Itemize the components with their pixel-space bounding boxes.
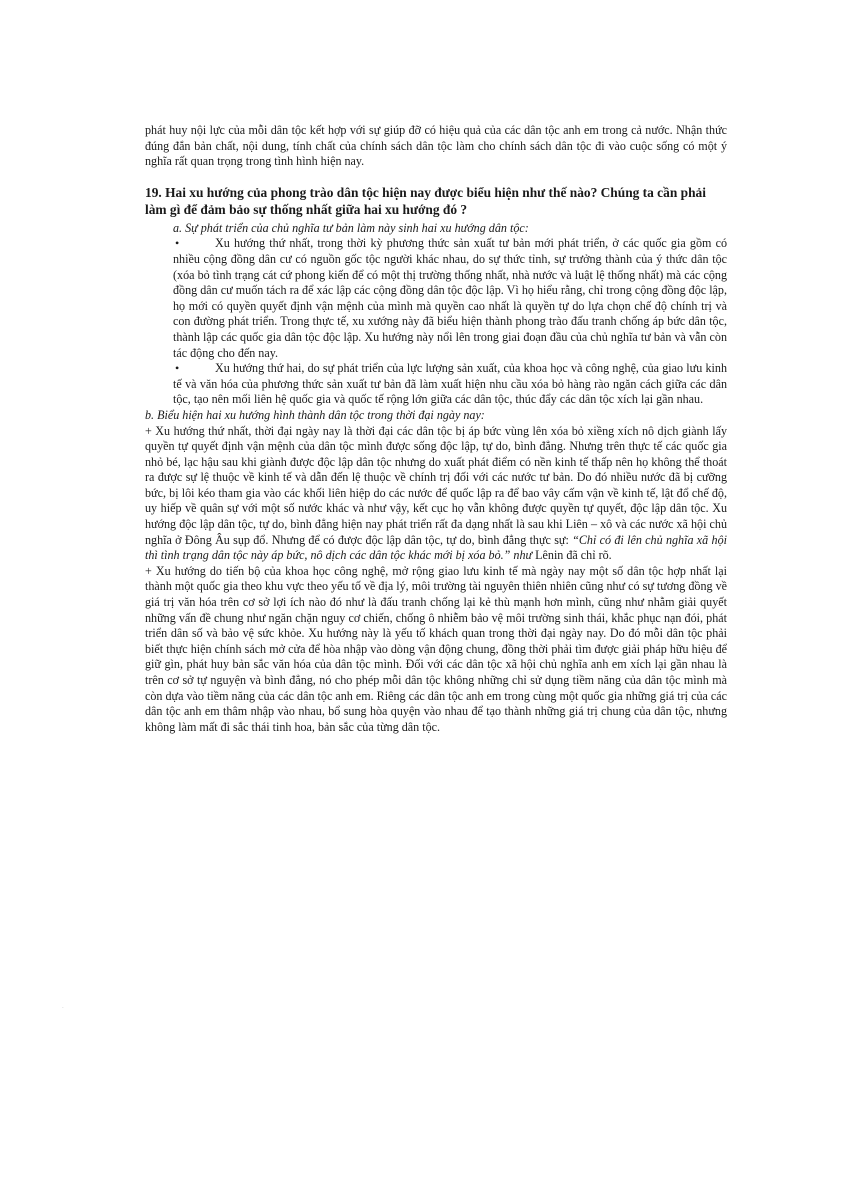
bullet-1-text: Xu hướng thứ nhất, trong thời kỳ phương thức sản xuất tư bản mới phát triển, ở các quốc gia gồm có nhiều cộng đồng dân cư có nguồn gốc tộc người khác nhau, do sự thức tỉnh, sự trưởng thành của ý thức dân tộc (xóa bỏ tình trạng cát cứ phong kiến để có một thị trường thống nhất, nhà nước và luật lệ thống nhất) mà các cộng đồng dân cư muốn tách ra để xác lập các cộng đồng dân tộc độc lập. Vì họ hiểu rằng, chỉ trong cộng đồng độc lập, họ mới có quyền quyết định vận mệnh của mình mà quyền cao nhất là quyền tự do lựa chọn chế độ chính trị và con đường phát triển. Trong thực tế, xu xướng này đã biểu hiện thành phong trào đấu tranh chống áp bức dân tộc, thành lập các quốc gia dân tộc độc lập. Xu hướng này nổi lên trong giai đoạn đầu của chủ nghĩa tư bản và vẫn còn tác động cho đến nay. (173, 236, 727, 360)
bullet-2-text: Xu hướng thứ hai, do sự phát triển của lực lượng sản xuất, của khoa học và công nghệ, của giao lưu kinh tế và văn hóa của phương thức sản xuất tư bản đã làm xuất hiện nhu cầu xóa bỏ hàng rào ngăn cách giữa các dân tộc, tạo nên mối liên hệ quốc gia và quốc tế rộng lớn giữa các dân tộc, thúc đẩy các dân tộc xích lại gần nhau. (173, 361, 727, 407)
section-a-title: a. Sự phát triển của chủ nghĩa tư bản làm này sinh hai xu hướng dân tộc: (173, 220, 529, 235)
bullet-icon: • (175, 236, 180, 251)
bullet-icon: • (175, 361, 180, 376)
margin-mark: . (62, 1002, 64, 1010)
question-heading: 19. Hai xu hướng của phong trào dân tộc hiện nay được biểu hiện như thế nào? Chúng ta cần phải làm gì để đảm bảo sự thống nhất giữa hai xu hướng đó ? (145, 184, 706, 218)
section-b-title: b. Biểu hiện hai xu hướng hình thành dân tộc trong thời đại ngày nay: (145, 407, 485, 422)
page-content (145, 123, 727, 735)
trend-one-ending: Lênin đã chỉ rõ. (535, 548, 612, 563)
bullet-item-2 (145, 361, 727, 408)
trend-two-paragraph: + Xu hướng do tiến bộ của khoa học công nghệ, mở rộng giao lưu kinh tế mà ngày nay một số dân tộc hợp nhất lại thành một quốc gia theo khu vực theo yếu tố về địa lý, môi trường tài nguyên thiên nhiên cũng như có sự tương đồng về giá trị văn hóa trên cơ sở lợi ích nào đó như là đấu tranh chống lại kẻ thù mạnh hơn mình, cũng như nhằm giải quyết những vấn đề chung như ngăn chặn nguy cơ chiến, chống ô nhiễm bảo vệ môi trường sinh thái, khắc phục nạn đói, phát triển dân số và bảo vệ sức khỏe. Xu hướng này là yếu tố khách quan trong thời đại ngày nay. Do đó mỗi dân tộc phải biết thực hiện chính sách mở cửa để hòa nhập vào dòng vận động chung, đồng thời phải tìm được giải pháp hữu hiệu để giữ gìn, phát huy bản sắc văn hóa của dân tộc mình. Đối với các dân tộc xã hội chủ nghĩa anh em xích lại gần nhau là trên cơ sở tự nguyện và bình đẳng, nó cho phép mỗi dân tộc không những chỉ sử dụng tiềm năng của dân tộc mình mà còn dựa vào tiềm năng của các dân tộc anh em. Riêng các dân tộc anh em trong cùng một quốc gia những giá trị của các dân tộc anh em thâm nhập vào nhau, bổ sung hòa quyện vào nhau để tạo thành những giá trị chung của dân tộc, nhưng không làm mất đi sắc thái tinh hoa, bản sắc của từng dân tộc. (145, 563, 727, 734)
lenin-quote: “Chỉ có đi lên chủ nghĩa xã hội thì tình trạng dân tộc này áp bức, nô dịch các dân tộc khác mới bị xóa bỏ.” như (145, 532, 727, 563)
intro-paragraph: phát huy nội lực của mỗi dân tộc kết hợp với sự giúp đỡ có hiệu quả của các dân tộc anh em trong cả nước. Nhận thức đúng đắn bản chất, nội dung, tính chất của chính sách dân tộc làm cho chính sách dân tộc đi vào cuộc sống có một ý nghĩa rất quan trọng trong tình hình hiện nay. (145, 123, 727, 169)
trend-one-text: + Xu hướng thứ nhất, thời đại ngày nay là thời đại các dân tộc bị áp bức vùng lên xóa bỏ xiềng xích nô dịch giành lấy quyền tự quyết định vận mệnh của dân tộc mình được sống độc lập, tự do, bình đẳng. Nhưng trên thực tế các quốc gia nhỏ bé, lạc hậu sau khi giành được độc lập dân tộc nhưng do xuất phát điểm có nền kinh tế thấp nên họ không thể thoát ra được sự lệ thuộc về kinh tế và dẫn đến lệ thuộc về chính trị đối với các nước tư bản. Do đó nhiều nước đã bị cưỡng bức, bị lôi kéo tham gia vào các khối liên hiệp do các nước để quốc lập ra để bao vây cấm vận về kinh tế, lật đổ chế độ, uy hiếp về quân sự với một số nước khác và như vậy, kết cục họ vẫn không được quyền tự quyết, độc lập dân tộc. Xu hướng độc lập dân tộc, tự do, bình đẳng hiện nay phát triển rất đa dạng nhất là sau khi Liên – xô và các nước xã hội chủ nghĩa ở Đông Âu sụp đổ. Nhưng để có được độc lập dân tộc, tự do, bình đẳng thực sự: (145, 423, 727, 547)
trend-one-paragraph (145, 424, 727, 564)
bullet-item-1 (145, 236, 727, 361)
